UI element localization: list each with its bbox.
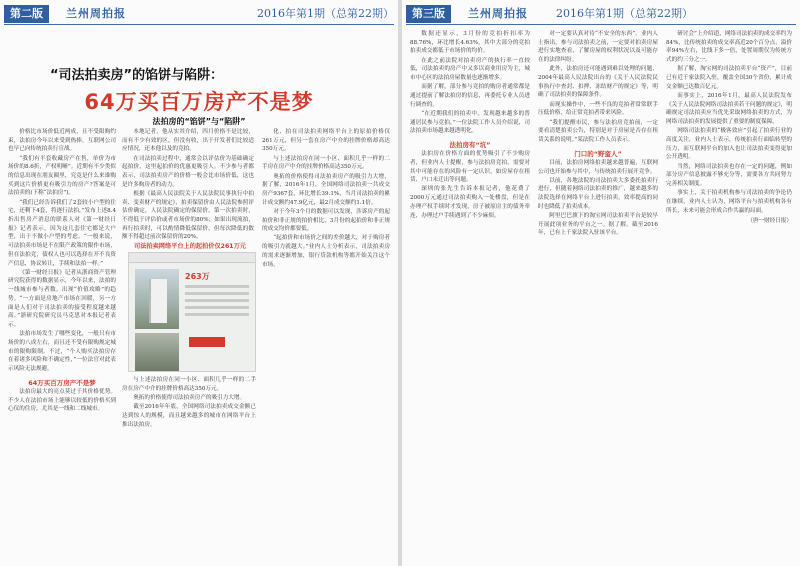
building-photo-2 — [135, 333, 179, 371]
right-column-1 — [410, 30, 530, 562]
paragraph: 截至2016年年底，全国网络司法拍卖成交金额已达到惊人的规模，而且越来越多的城市在网络平台上推出法拍房。 — [122, 404, 256, 428]
paragraph: 价格比市场价低近两成，且不受限购约束，法拍房今年以来受到热捧，互联网公司也早已向传统拍卖行宣战。 — [8, 129, 116, 153]
page-third-edition — [402, 0, 800, 566]
page-header — [4, 3, 394, 25]
paragraph: 根据《最高人民法院关于人民法院民事执行中拍卖、变卖财产的规定》，拍卖保留价由人民法院参照评估价确定，人民法院确定的保留价，第一次拍卖时，不得低于评估价或者市场价的80%；如果出现流拍，再行拍卖时，可以酌情降低保留价，但每次降低的数额不得超过前次保留价的20%。 — [122, 190, 254, 240]
auction-price: 263万 — [185, 272, 210, 281]
paragraph: 此外，法拍房还可能遇到难以处理的问题，2004年最高人民法院出台的《关于人民法院民事执行中查封、扣押、冻结财产的规定》等，明确了司法拍卖的保障条件。 — [538, 66, 658, 99]
left-column-2-lower — [122, 376, 256, 562]
paragraph: “我们提醒市民，参与法拍房竞拍前，一定要看清楚拍卖公告，特别是对于房屋是否存在租赁关系的说明。”某法院工作人员表示。 — [538, 119, 658, 143]
paragraph: 当然，网络司法拍卖也存在一定的问题，例如部分房产信息披露不够充分等，需要各方共同努力完善相关制度。 — [666, 163, 792, 187]
paragraph: 奥拓的价格使得司法拍卖房产的吸引力大增。 — [133, 394, 246, 401]
paragraph: 而事实上，2016年1月，最高人民法院发布《关于人民法院网络司法拍卖若干问题的规定》，明确规定司法拍卖应当优先采取网络拍卖的方式，为网络司法拍卖的发展提供了重要的制度保障。 — [666, 92, 792, 126]
paper-name: 兰州周拍报 — [468, 7, 528, 20]
left-column-3 — [262, 128, 390, 562]
paragraph: “起拍价和市场价之间的差价越大，对于购房者的吸引力就越大。”业内人士分析表示，司法拍卖房的需求逐渐增加，银行贷款机构等都开始关注这个市场。 — [262, 235, 390, 268]
bid-button-graphic — [189, 337, 225, 347]
paragraph: 阿里巴巴旗下的淘宝网司法拍卖平台是较早开展此项业务的平台之一。据了解，截至2016年，已有上千家法院入驻该平台。 — [538, 213, 658, 237]
section-subtitle: 法拍房有“坑” — [449, 140, 491, 149]
paragraph: 在司法拍卖过程中，通常会以评估价为基础确定起拍价，这里起拍价的优惠更吸引人。不少参与者都表示，司法拍卖房产的价格一般会比市场价低，这也是许多购房者的动力。 — [122, 155, 254, 188]
right-column-2 — [538, 30, 658, 562]
paragraph: 数据还显示，3月份的竞拍折扣率为88.76%，环比增长4.63%，其中大部分的竞拍拍卖成交都低于市场价的均价。 — [410, 31, 530, 55]
paragraph: 事实上，关于拍卖机构参与司法拍卖的争论仍在继续，业内人士认为，网络平台与拍卖机构各有所长，未来可能会形成合作共赢的局面。 — [666, 190, 792, 214]
paragraph: 而现实操作中，一些不良的竞拍者常常联手压低价格，给正常竞拍者带来风险。 — [538, 101, 658, 117]
paragraph: 在此之前法院对拍卖房产的执行率一直较低，司法拍卖的房产中又多以商业用房为主，城市中心区的法拍房屋数量也逐渐增多。 — [410, 57, 530, 82]
paragraph: 《第一财经日报》记者从浙商资产管理研究院获得的数据显示，今年以来，法拍的一线城市参与者数。出现“价值攻略”的趋势。“一方面是房地产市场在回暖，另一方面是人们对于司法拍卖的接受程度越来越高。”浙研究院研究员马克思对本报记者表示。 — [8, 269, 116, 328]
building-photo — [135, 269, 179, 329]
paragraph: 研讨会”上介绍道，网络司法拍卖的成交率约为84%，比传统拍卖的成交率高近20个百分点，溢价率94%左右，比线下多一倍，处置周期仅为传统方式的约三分之一。 — [666, 31, 792, 64]
right-column-3 — [666, 30, 792, 562]
paper-name: 兰州周拍报 — [66, 7, 126, 20]
paragraph: 以前，各地法院的司法拍卖大多委托拍卖行进行，但随着网络司法拍卖的推广，越来越多的法院选择在网络平台上进行拍卖，效率提高的同时也降低了拍卖成本。 — [538, 177, 658, 210]
paragraph: 对一定要认真对待“不安全的东西”。业内人士指出，参与司法拍卖之前，一定要对拍卖房屋进行实地查看，了解房屋的权利状况以及可能存在的法律纠纷。 — [538, 31, 658, 64]
figure-caption: 司法拍卖网络平台上的起拍价仅261万元 — [134, 243, 246, 250]
issue-number: 2016年第1期（总第22期） — [556, 7, 693, 20]
paragraph: 深圳的张先生告诉本报记者，他花费了2000万元通过司法拍卖购入一处楼盘，但是在办理产权手续时才发现，房子被原房主的债务牵连，办理过户手续遇到了不少麻烦。 — [410, 186, 530, 219]
paragraph: 奥拓的价格使得司法拍卖房产的吸引力大增，据了解，2016年1月，全国网络司法拍卖一共成交房产9367套，环比增长39.1%，当月司法拍卖的累计成交额约47.9亿元，最2月成交额约1.1倍。 — [262, 173, 390, 206]
paragraph: 法拍房最大的亮点莫过于其价格优势。不少人在法拍市场上能够以较低的价格买到心仪的住房，尤其是一线和二线城市。 — [8, 388, 116, 413]
browser-bar — [129, 253, 255, 263]
paragraph: 与上述法拍房在同一小区、面积几乎一样的二手房在房产中介的挂牌价格高达350万元。 — [262, 155, 390, 171]
paragraph: 法拍房在价格方面的优势吸引了不少购房者，但业内人士提醒，参与法拍房竞拍，需要对其中可能存在的风险有一定认识，如房屋存在租赁、户口未迁出等问题。 — [410, 151, 530, 184]
issue-number: 2016年第1期（总第22期） — [257, 7, 394, 20]
paragraph: 网络司法拍卖的“极客效应”引起了拍卖行业的高度关注，业内人士表示，传统拍卖行面临转型的压力，而互联网平台的加入也让司法拍卖变得更加公开透明。 — [666, 128, 792, 161]
left-column-2 — [122, 128, 254, 240]
paragraph: 本地记者，他从实其介绍，四月价格不是比较，而有不少有效的区，但没有收，出于开发者们比较适应情况，还本他以及的竞拍。 — [122, 129, 254, 153]
article-source: （唐一财经日报） — [747, 218, 792, 225]
paragraph: 而据了解，部分参与竞拍的购房者通常都是通过提前了解法拍房的信息，再委托专业人员进行调查的。 — [410, 84, 530, 108]
paragraph: 法拍市场发生了哪些变化，一般只有市场价的八成左右，而且还不受有限购规定城市的限购限制。不过，“个人购买法拍房存在着诸多风险和不确定性，”一位法官对此表示风险无法规避。 — [8, 331, 116, 372]
listing-details — [185, 285, 249, 320]
edition-badge: 第二版 — [4, 5, 49, 23]
edition-badge: 第三版 — [406, 5, 451, 23]
paragraph: 对于今年3个月的数据可以发现，涉诉房产的起拍价和非正规的拍价相比，3月份的起拍价和非正规的成交均价都要低。 — [262, 208, 390, 233]
paragraph: 与上述法拍房在同一小区、面积几乎一样的二手房在房产中介的挂牌价格高达350万元。 — [122, 377, 256, 392]
paragraph: 据了解，淘宝网的司法拍卖平台“资产”，目前已有近千家法院入驻，覆盖全国30个省份，累计成交金额已达数百亿元。 — [666, 66, 792, 90]
article-kicker: “司法拍卖房”的馅饼与陷阱： — [50, 68, 224, 83]
article-subhead: 法拍房的“馅饼”与“陷阱” — [152, 117, 246, 126]
paragraph: 化，拍在司法拍卖网络平台上的原拍价格仅261万元，但另一套在房产中介的挂牌价格却高达350万元。 — [262, 129, 390, 153]
section-subtitle: 门口的“野蛮人” — [574, 149, 622, 158]
paragraph: “我们有半套收藏房产在售，单价为市场价的8.6折，产权明晰”。近期有不少类似的信息出现在朋友圈里，究竟是什么来谁购买到这片价格更有吸引力的房产?答案是可法拍卖的(下称“法拍房”)。 — [8, 155, 116, 197]
paragraph: “在近期我们的拍卖中，发现越来越多的普通居民参与竞拍，”一位法院工作人员介绍说，司法拍卖市场越来越透明化。 — [410, 110, 530, 135]
page-second-edition — [0, 0, 398, 566]
auction-screenshot — [128, 252, 256, 372]
left-column-1 — [8, 128, 116, 562]
section-subtitle: 64万买百万房产不是梦 — [28, 378, 96, 387]
page-header — [406, 3, 796, 25]
paragraph: “我们已经告诉我们了2套较小户型的住宅，还剩下4套，将逐行法拍，”发布上述8.4折出售房产消息的联系人对《第一财经日报》记者表示，因为这几套住宅都是大户型，出于不做小户型的考虑。“一般来说，可法拍卖市场是不在限产政策的限作市场，但在法拍竞，债权人也可以选择在开不良资产信息，协议转让，手续和法拍一样。” — [8, 199, 116, 267]
article-headline: 64万买百万房产不是梦 — [84, 90, 314, 114]
paragraph: 目前，法拍房网络拍卖越来越普遍，互联网公司也开始参与其中，与传统拍卖行展开竞争。 — [538, 159, 658, 175]
